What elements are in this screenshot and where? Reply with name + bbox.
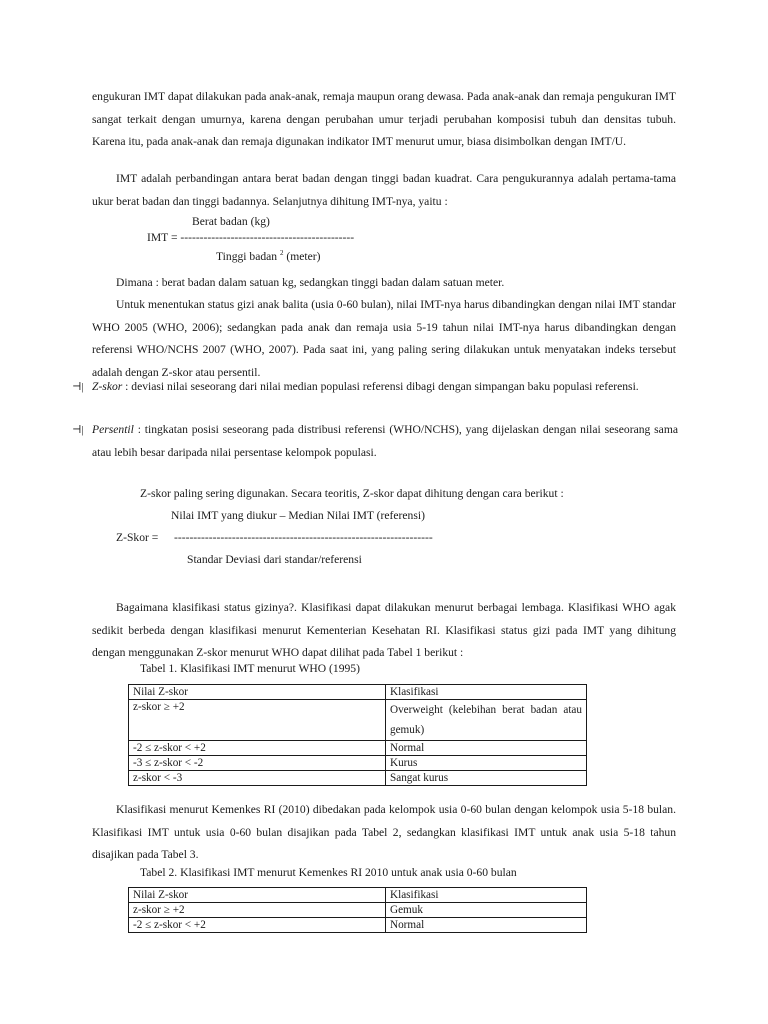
bullet-persentil [72,419,678,464]
table-row [129,741,587,756]
table-header-row [129,685,587,700]
table-cell: Overweight (kelebihan berat badan atau gemuk) [386,700,587,741]
bullet-term-z-skor: Z-skor [92,380,123,393]
formula-z-lhs: Z-Skor = [116,531,159,544]
table-header-cell: Nilai Z-skor [129,685,386,700]
bullet-persentil-body [92,419,678,464]
paragraph-kemenkes: Klasifikasi menurut Kemenkes RI (2010) dibedakan pada kelompok usia 0-60 bulan dengan kelompok usia 5-18 bulan. Klasifikasi IMT untuk usia 0-60 bulan disajikan pada Tabel 2, sedangkan klasifikasi IMT untuk anak usia 5-18 tahun disajikan pada Tabel 3. [92,803,676,862]
paragraph-intro: engukuran IMT dapat dilakukan pada anak-anak, remaja maupun orang dewasa. Pada anak-anak dan remaja pengukuran IMT sangat terkait dengan umurnya, karena dengan perubahan umur terjadi perubahan komposisi tubuh dan densitas tubuh. Karena itu, pada anak-anak dan remaja digunakan indikator IMT menurut umur, biasa disimbolkan dengan IMT/U. [92,90,676,149]
table-cell: z-skor < -3 [129,771,386,786]
formula-z-line: ------------------------------------------------------------------- [174,531,433,544]
table-row [129,756,587,771]
table-cell: z-skor ≥ +2 [129,700,386,741]
formula-imt-denominator-text: Tinggi badan [216,250,278,263]
bullet-z-skor [72,376,678,399]
table-cell: -2 ≤ z-skor < +2 [129,918,386,933]
table-header-cell: Nilai Z-skor [129,888,386,903]
table-cell: -2 ≤ z-skor < +2 [129,741,386,756]
formula-z-denominator: Standar Deviasi dari standar/referensi [187,553,362,566]
formula-imt-exponent: 2 [280,249,284,257]
bullet-marker-icon: ⊣| [72,424,84,436]
table-cell: Normal [386,741,587,756]
table-row [129,903,587,918]
formula-imt-numerator: Berat badan (kg) [192,215,270,228]
table-row [129,918,587,933]
table-cell: -3 ≤ z-skor < -2 [129,756,386,771]
bullet-term-persentil: Persentil [92,423,134,436]
table2 [128,887,587,933]
table-cell: Normal [386,918,587,933]
table-row [129,771,587,786]
table-cell: Sangat kurus [386,771,587,786]
paragraph-klasifikasi: Bagaimana klasifikasi status gizinya?. Klasifikasi dapat dilakukan menurut berbagai lembaga. Klasifikasi WHO agak sedikit berbeda dengan klasifikasi menurut Kementerian Kesehatan RI. Klasifikasi status gizi pada IMT yang dihitung dengan menggunakan Z-skor menurut WHO dapat dilihat pada Tabel 1 berikut : [92,601,676,660]
table-header-row [129,888,587,903]
table-cell: z-skor ≥ +2 [129,903,386,918]
formula-imt-denominator [216,245,321,265]
bullet-text-persentil: : tingkatan posisi seseorang pada distribusi referensi (WHO/NCHS), yang dijelaskan dengan nilai seseorang sama atau lebih besar daripada nilai persentase kelompok populasi. [92,423,678,459]
formula-imt-denominator-unit: (meter) [283,250,321,263]
paragraph-satuan: Dimana : berat badan dalam satuan kg, sedangkan tinggi badan dalam satuan meter. [116,276,505,289]
bullet-text-z-skor: : deviasi nilai seseorang dari nilai median populasi referensi dibagi dengan simpangan baku populasi referensi. [122,380,639,393]
paragraph-z-skor-intro: Z-skor paling sering digunakan. Secara teoritis, Z-skor dapat dihitung dengan cara berikut : [140,487,564,500]
formula-imt-lhs: IMT = --------------------------------------------- [147,231,355,244]
bullet-z-skor-body [92,376,678,399]
bullet-marker-icon: ⊣| [72,381,84,393]
table1 [128,684,587,786]
paragraph-imt-definition: IMT adalah perbandingan antara berat badan dengan tinggi badan kuadrat. Cara pengukurannya adalah pertama-tama ukur berat badan dan tinggi badannya. Selanjutnya dihitung IMT-nya, yaitu : [92,172,676,208]
table1-caption: Tabel 1. Klasifikasi IMT menurut WHO (1995) [140,662,360,675]
table2-caption: Tabel 2. Klasifikasi IMT menurut Kemenkes RI 2010 untuk anak usia 0-60 bulan [140,866,517,879]
paragraph-status-gizi: Untuk menentukan status gizi anak balita (usia 0-60 bulan), nilai IMT-nya harus dibandingkan dengan nilai IMT standar WHO 2005 (WHO, 2006); sedangkan pada anak dan remaja usia 5-19 tahun nilai IMT-nya harus dibandingkan dengan referensi WHO/NCHS 2007 (WHO, 2007). Pada saat ini, yang paling sering dilakukan untuk menyatakan indeks tersebut adalah dengan Z-skor atau persentil. [92,298,676,379]
table-cell: Gemuk [386,903,587,918]
formula-z-numerator: Nilai IMT yang diukur – Median Nilai IMT (referensi) [171,509,425,522]
table-header-cell: Klasifikasi [386,888,587,903]
table-cell: Kurus [386,756,587,771]
table-row [129,700,587,741]
table-header-cell: Klasifikasi [386,685,587,700]
